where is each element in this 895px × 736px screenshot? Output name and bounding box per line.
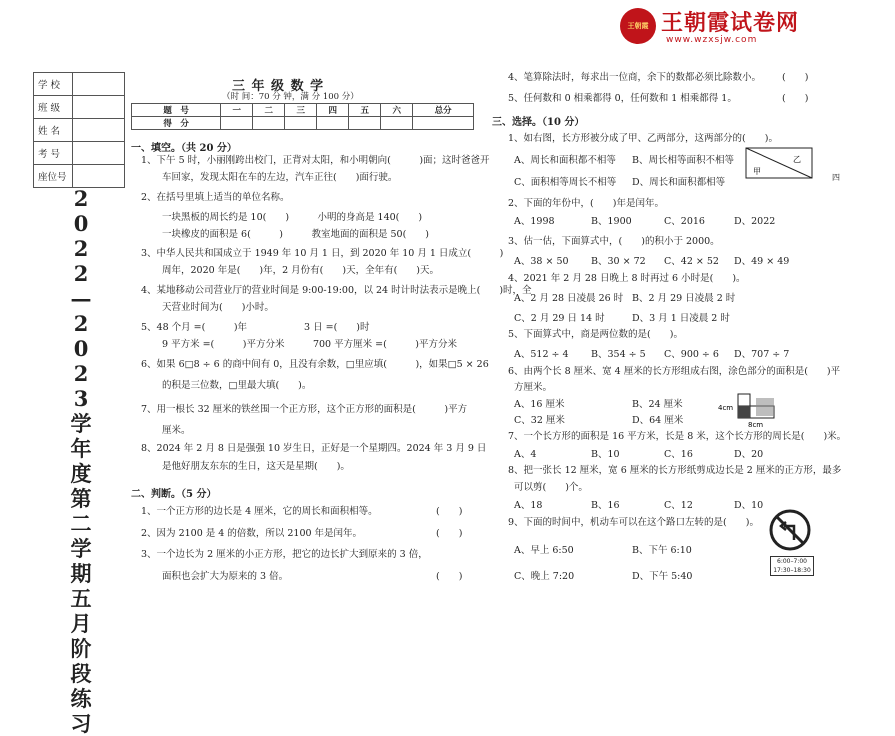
time-range-2: 17:30–18:30 [773, 567, 811, 574]
info-label: 考 号 [34, 142, 73, 165]
question-line: 4、2021 年 2 月 28 日晚上 8 时再过 6 小时是( )。 [508, 273, 746, 284]
question-line: 4、某地移动公司营业厅的营业时间是 9:00-19:00，以 24 时计时法表示是晚上( )时，全 [141, 285, 532, 296]
question-line: 面积也会扩大为原来的 3 倍。 [162, 571, 289, 582]
length-label: 8cm [748, 421, 764, 428]
question-line: 1、一个正方形的边长是 4 厘米，它的周长和面积相等。 [141, 506, 378, 517]
question-line: 是他好朋友东东的生日，这天是星期( )。 [162, 461, 350, 472]
question-line: 9、下面的时间中，机动车可以在这个路口左转的是( )。 [508, 517, 759, 528]
question-line: C、晚上 7:20 [514, 571, 575, 582]
question-line: D、下午 5:40 [632, 571, 693, 582]
info-row [34, 119, 125, 142]
question-line: C、2 月 29 日 14 时 [514, 313, 605, 324]
question-line: A、早上 6:50 [514, 545, 574, 556]
question-line: ( ) [436, 506, 463, 517]
question-line: A、1998 [514, 216, 555, 227]
question-line: 天营业时间为( )小时。 [162, 302, 274, 313]
question-line: C、16 [664, 449, 693, 460]
vertical-title-char: 月 [70, 611, 92, 636]
question-line: 2、下面的年份中，( )年是闰年。 [508, 198, 664, 209]
question-line: B、周长相等面积不相等 [632, 155, 734, 166]
score-cell[interactable] [349, 117, 381, 130]
info-row [34, 73, 125, 96]
question-line: C、12 [664, 500, 693, 511]
score-cell[interactable] [317, 117, 349, 130]
info-field[interactable] [73, 142, 125, 165]
section-heading: 二、判断。（5 分） [131, 489, 217, 500]
question-line: B、10 [591, 449, 620, 460]
question-line: D、64 厘米 [632, 415, 684, 426]
question-line: D、49 × 49 [734, 256, 790, 267]
info-row [34, 96, 125, 119]
question-line: 1、下午 5 时，小丽刚跨出校门，正背对太阳，和小明朝向( )面；这时爸爸开 [141, 155, 490, 166]
question-line: 5、48 个月 =( )年 3 日 =( )时 [141, 322, 370, 333]
info-field[interactable] [73, 96, 125, 119]
info-label: 座位号 [34, 165, 73, 188]
info-label: 姓 名 [34, 119, 73, 142]
question-line: B、16 [591, 500, 620, 511]
question-line: B、24 厘米 [632, 399, 683, 410]
question-line: B、30 × 72 [591, 256, 646, 267]
question-line: 8、把一张长 12 厘米，宽 6 厘米的长方形纸剪成边长是 2 厘米的正方形，最多 [508, 465, 842, 476]
question-line: D、707 ÷ 7 [734, 349, 790, 360]
question-line: D、10 [734, 500, 764, 511]
question-line: A、18 [514, 500, 543, 511]
question-line: 3、一个边长为 2 厘米的小正方形，把它的边长扩大到原来的 3 倍， [141, 549, 428, 560]
section-heading: 三、选择。（10 分） [492, 117, 585, 128]
vertical-title-char: 3 [73, 386, 89, 411]
info-label: 学 校 [34, 73, 73, 96]
question-line: C、32 厘米 [514, 415, 565, 426]
vertical-title-char: 习 [70, 711, 92, 736]
figure-label-jia: 甲 [753, 167, 761, 176]
score-cell[interactable] [221, 117, 253, 130]
question-line: 1、如右图，长方形被分成了甲、乙两部分，这两部分的( )。 [508, 133, 778, 144]
score-header-cell: 总分 [413, 104, 474, 117]
question-line: 车回家，发现太阳在车的左边，汽车正往( )面行驶。 [162, 172, 398, 183]
time-range-1: 6:00–7:00 [777, 558, 807, 565]
no-left-turn-sign-icon [768, 508, 812, 552]
brand-url: www.wzxsjw.com [666, 35, 758, 45]
question-line: B、354 ÷ 5 [591, 349, 646, 360]
vertical-title-char: 年 [70, 436, 92, 461]
question-line: ( ) [782, 93, 809, 104]
info-row [34, 165, 125, 188]
question-line: 9 平方米 =( )平方分米 700 平方厘米 =( )平方分米 [162, 339, 458, 350]
brand-seal-icon: 王朝霞 [620, 8, 656, 44]
info-field[interactable] [73, 73, 125, 96]
vertical-title-char: 2 [73, 311, 89, 336]
info-label: 班 级 [34, 96, 73, 119]
vertical-title-char: 2 [73, 236, 89, 261]
question-line: A、16 厘米 [514, 399, 565, 410]
question-line: 的积是三位数，□里最大填( )。 [162, 380, 312, 391]
exam-subtitle: （时 间：70 分 钟，满 分 100 分） [222, 92, 359, 102]
question-line: ( ) [782, 72, 809, 83]
score-header-cell: 一 [221, 104, 253, 117]
question-line: B、下午 6:10 [632, 545, 692, 556]
question-line: 7、一个长方形的面积是 16 平方米，长是 8 米，这个长方形的周长是( )米。 [508, 431, 847, 442]
question-line: C、900 ÷ 6 [664, 349, 719, 360]
question-line: 6、如果 6□8 ÷ 6 的商中间有 0，且没有余数，□里应填( )，如果□5 × 26 [141, 359, 489, 370]
question-line: D、3 月 1 日凌晨 2 时 [632, 313, 730, 324]
question-line: A、2 月 28 日凌晨 26 时 [514, 293, 624, 304]
question-line: A、周长和面积都不相等 [514, 155, 616, 166]
vertical-title-char: 二 [70, 511, 92, 536]
question-line: C、42 × 52 [664, 256, 719, 267]
info-field[interactable] [73, 165, 125, 188]
question-line: 2、在括号里填上适当的单位名称。 [141, 192, 290, 203]
vertical-title-char: 2 [73, 261, 89, 286]
vertical-title-char: 段 [70, 661, 92, 686]
score-header-cell: 二 [253, 104, 285, 117]
question-line: 3、估一估，下面算式中，( )的积小于 2000。 [508, 236, 720, 247]
section-heading: 一、填空。（共 20 分） [131, 143, 237, 154]
score-row-label: 得 分 [132, 117, 221, 130]
brand-name: 王朝霞试卷网 [661, 11, 800, 36]
score-cell[interactable] [413, 117, 474, 130]
question-line: 一块黑板的周长约是 10( ) 小明的身高是 140( ) [162, 212, 423, 223]
question-line: 厘米。 [162, 425, 191, 436]
question-line: 2、因为 2100 是 4 的倍数，所以 2100 年是闰年。 [141, 528, 363, 539]
score-cell[interactable] [253, 117, 285, 130]
question-line: 4、笔算除法时，每求出一位商，余下的数都必须比除数小。 [508, 72, 762, 83]
question-line: B、1900 [591, 216, 632, 227]
question-line: 方厘米。 [514, 382, 553, 393]
vertical-title-char: 练 [70, 686, 92, 711]
question-line: B、2 月 29 日凌晨 2 时 [632, 293, 736, 304]
vertical-title-char: 第 [70, 486, 92, 511]
time-restriction-plate [770, 556, 814, 576]
info-row [34, 142, 125, 165]
vertical-title-char: 度 [70, 461, 92, 486]
question-line: C、2016 [664, 216, 705, 227]
score-header-cell: 六 [381, 104, 413, 117]
info-field[interactable] [73, 119, 125, 142]
score-header-cell: 五 [349, 104, 381, 117]
score-table [131, 103, 474, 130]
question-line: D、20 [734, 449, 764, 460]
question-line: 3、中华人民共和国成立于 1949 年 10 月 1 日，到 2020 年 10 月 1 日成立( ) [141, 248, 504, 259]
question-line: 6、由两个长 8 厘米、宽 4 厘米的长方形组成右图，涂色部分的面积是( )平 [508, 366, 841, 377]
exam-title: 三 年 级 数 学 [232, 79, 325, 94]
vertical-title-char: — [70, 286, 92, 311]
vertical-title-char: 2 [73, 361, 89, 386]
margin-mark: 四 [832, 173, 840, 182]
vertical-title-char: 0 [73, 336, 89, 361]
question-line: A、38 × 50 [514, 256, 569, 267]
vertical-title-char: 学 [70, 536, 92, 561]
question-line: 一块橡皮的面积是 6( ) 教室地面的面积是 50( ) [162, 229, 429, 240]
question-line: 5、下面算式中，商是两位数的是( )。 [508, 329, 683, 340]
score-cell[interactable] [381, 117, 413, 130]
question-line: 5、任何数和 0 相乘都得 0，任何数和 1 相乘都得 1。 [508, 93, 737, 104]
student-info-table [33, 72, 125, 188]
score-cell[interactable] [285, 117, 317, 130]
width-label: 4cm [718, 404, 734, 412]
score-header-cell: 题 号 [132, 104, 221, 117]
question-line: D、2022 [734, 216, 776, 227]
question-line: A、512 ÷ 4 [514, 349, 569, 360]
question-line: 可以剪( )个。 [514, 482, 588, 493]
shaded-rectangles-figure [718, 392, 778, 428]
vertical-title-char: 学 [70, 411, 92, 436]
question-line: ( ) [436, 528, 463, 539]
question-line: D、周长和面积都相等 [632, 177, 726, 188]
question-line: ( ) [436, 571, 463, 582]
score-header-cell: 四 [317, 104, 349, 117]
vertical-title-char: 五 [70, 586, 92, 611]
vertical-title-char: 期 [70, 561, 92, 586]
vertical-term-title [68, 186, 94, 736]
question-line: 7、用一根长 32 厘米的铁丝围一个正方形，这个正方形的面积是( )平方 [141, 404, 468, 415]
question-line: C、面积相等周长不相等 [514, 177, 617, 188]
vertical-title-char: 阶 [70, 636, 92, 661]
score-header-cell: 三 [285, 104, 317, 117]
vertical-title-char: 2 [73, 186, 89, 211]
question-line: A、4 [514, 449, 537, 460]
divided-rectangle-figure [745, 147, 815, 181]
question-line: 8、2024 年 2 月 8 日是强强 10 岁生日，正好是一个星期四。2024 年 3 月 9 日 [141, 443, 487, 454]
question-line: 周年，2020 年是( )年，2 月份有( )天，全年有( )天。 [162, 265, 439, 276]
figure-label-yi: 乙 [793, 155, 801, 164]
vertical-title-char: 0 [73, 211, 89, 236]
